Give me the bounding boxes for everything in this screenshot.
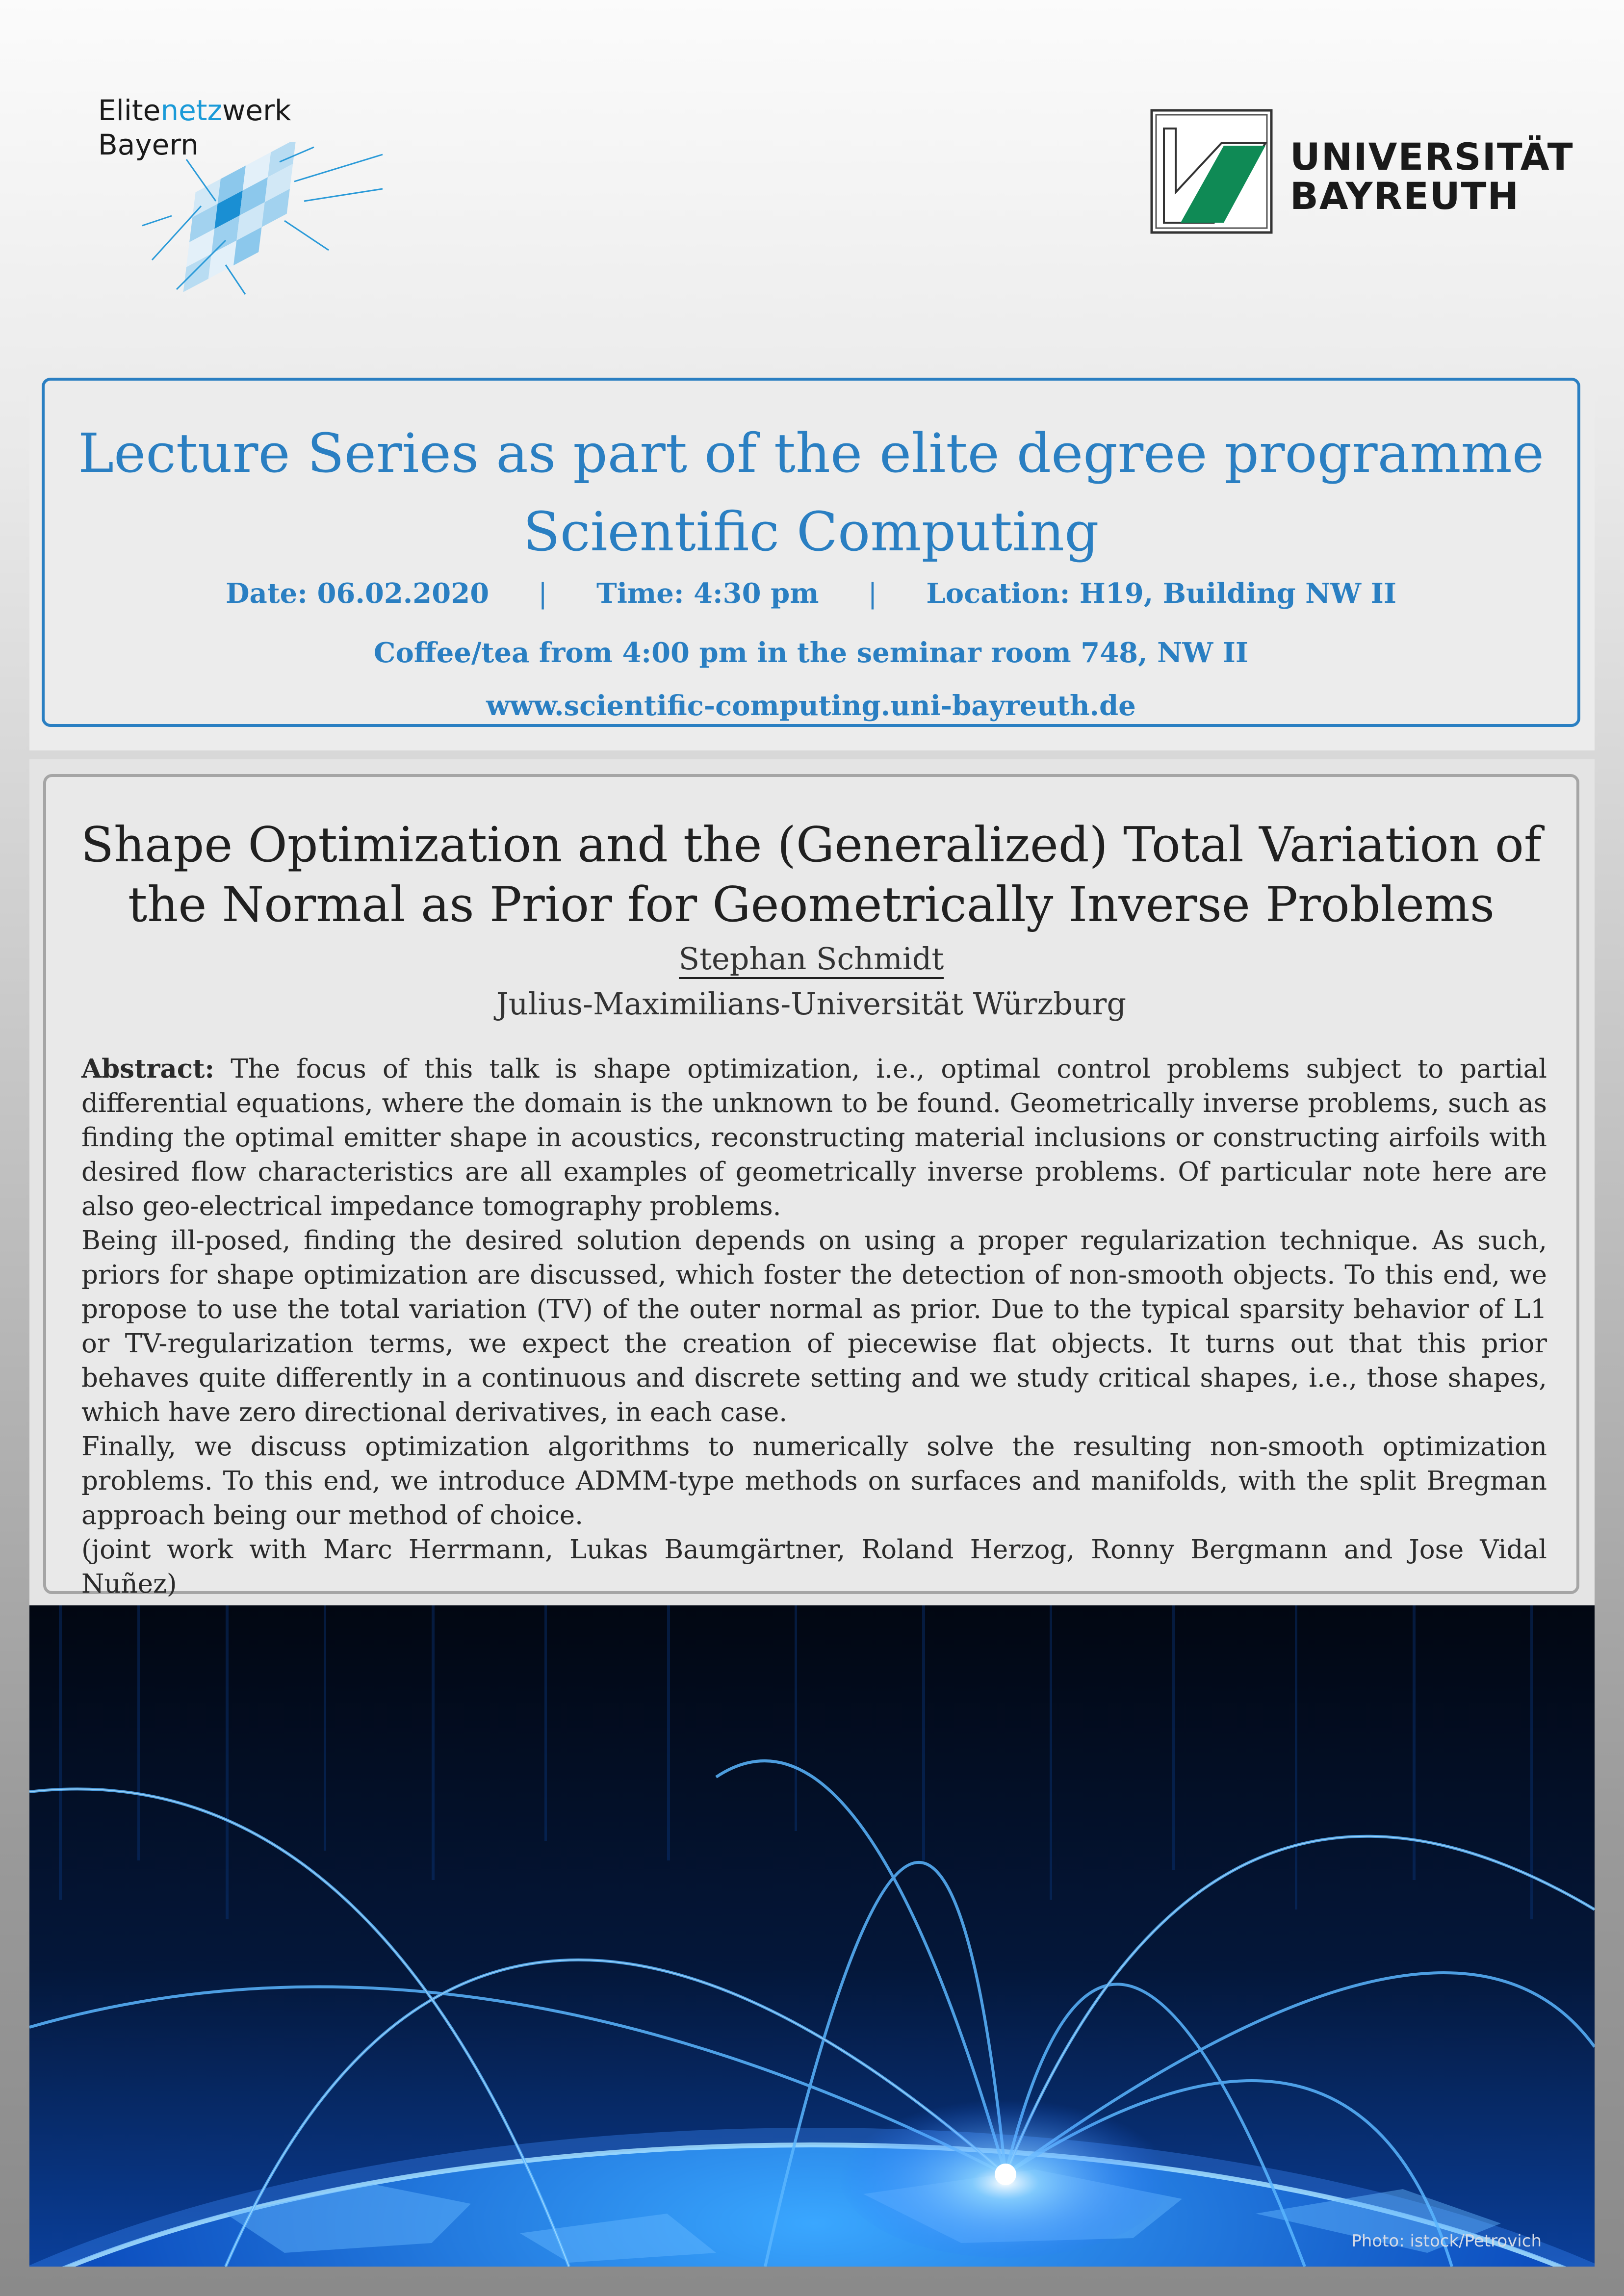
lecture-series-header [42,378,1580,727]
separator: | [868,578,877,610]
speaker-name: Stephan Schmidt [679,941,944,979]
abstract-label: Abstract: [81,1054,215,1084]
enb-text-netz: netz [160,94,222,127]
series-title-line2: Scientific Computing [523,500,1099,563]
bavarian-diamond-icon [98,142,402,324]
event-location: Location: H19, Building NW II [926,577,1397,610]
universitaet-bayreuth-logo [1150,109,1574,236]
enb-text-werk: werk [222,94,291,127]
ubt-line2: BAYREUTH [1290,174,1520,218]
talk-title [46,815,1576,935]
talk-title-line2: the Normal as Prior for Geometrically Inverse Problems [128,877,1495,933]
globe-illustration [29,1605,1595,2267]
abstract-paragraph-1 [81,1052,1547,1224]
website-link[interactable]: www.scientific-computing.uni-bayreuth.de [486,690,1136,722]
series-title-line1: Lecture Series as part of the elite degree programme [78,422,1544,485]
ubt-mark-icon [1150,109,1273,234]
event-info-line [45,574,1577,614]
elitenetzwerk-bayern-logo [98,93,402,324]
photo-credit: Photo: istock/Petrovich [1351,2231,1542,2251]
globe-network-image [29,1605,1595,2267]
abstract-paragraph-2: Being ill-posed, finding the desired solution depends on using a proper regularization technique. As such, priors for shape optimization are discussed, which foster the detection of non-smooth objects. To this end, we propose to use the total variation (TV) of the outer normal as prior. Due to the typical sparsity behavior of L1 or TV-regularization terms, we expect the creation of piecewise flat objects. It turns out that this prior behaves quite differently in a continuous and discrete setting and we study critical shapes, i.e., those shapes, which have zero directional derivatives, in each case. [81,1226,1547,1427]
abstract [81,1052,1547,1601]
series-title [45,414,1577,571]
talk-details [43,774,1579,1599]
speaker-affiliation: Julius-Maximilians-Universität Würzburg [496,986,1127,1022]
abstract-paragraph-3: Finally, we discuss optimization algorithms to numerically solve the resulting non-smooth optimization problems. To this end, we introduce ADMM-type methods on surfaces and manifolds, with the split Bregman approach being our method of choice. [81,1432,1547,1530]
enb-text-bayern: Bayern [98,128,199,161]
abstract-text-1: The focus of this talk is shape optimization, i.e., optimal control problems subject to partial differential equations, where the domain is the unknown to be found. Geometrically inverse problems, such as finding the optimal emitter shape in acoustics, reconstructing material inclusions or constructing airfoils with desired flow characteristics are all examples of geometrically inverse problems. Of particular note here are also geo-electrical impedance tomography problems. [81,1054,1547,1221]
separator: | [538,578,548,610]
abstract-paragraph-4: (joint work with Marc Herrmann, Lukas Baumgärtner, Roland Herzog, Ronny Bergmann and Jose Vidal Nuñez) [81,1535,1547,1599]
event-time: Time: 4:30 pm [596,577,819,610]
coffee-notice: Coffee/tea from 4:00 pm in the seminar room 748, NW II [373,637,1249,669]
event-date: Date: 06.02.2020 [225,577,490,610]
ubt-line1: UNIVERSITÄT [1290,135,1574,179]
talk-title-line1: Shape Optimization and the (Generalized) Total Variation of [80,817,1542,873]
enb-text-elite: Elite [98,94,161,127]
ubt-wordmark [1290,137,1574,216]
